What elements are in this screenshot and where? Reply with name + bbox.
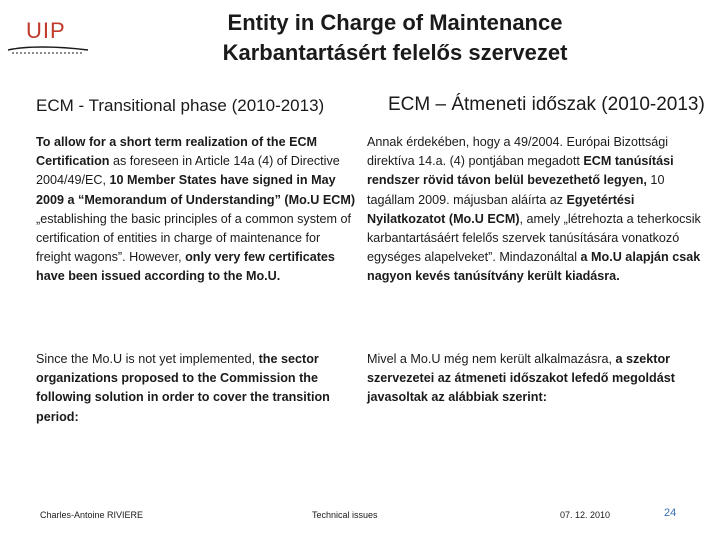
right-paragraph-1 <box>367 133 707 287</box>
left-p1-text-1: as foreseen in Article 14a (4) of Directive 2004/49/EC, <box>36 154 340 188</box>
right-paragraph-2 <box>367 350 707 408</box>
left-p2-text-1: Since the Mo.U is not yet implemented, <box>36 352 259 366</box>
title-line-english: Entity in Charge of Maintenance <box>227 10 563 35</box>
left-p2-bold-1: the sector organizations proposed to the Commission the following solution in order to cover the transition period: <box>36 352 330 424</box>
logo-rail-icon <box>6 44 90 56</box>
right-p2-text-1: Mivel a Mo.U még nem került alkalmazásra, <box>367 352 616 366</box>
right-p1-text-1: Annak érdekében, hogy a 49/2004. Európai Bizottsági direktíva 14.a. (4) pontjában megadott <box>367 135 669 169</box>
right-p1-bold-3: a Mo.U alapján csak nagyon kevés tanúsítvány került kiadásra. <box>367 250 701 284</box>
left-paragraph-2 <box>36 350 356 427</box>
footer-topic: Technical issues <box>312 510 378 520</box>
right-p1-text-3: , amely „létrehozta a teherkocsik karbantartásáért felelős szervek tanúsítására vonatkozó egységes alapelveket”. Mindazonáltal <box>367 211 701 265</box>
right-p1-bold-1: ECM tanúsítási rendszer rövid távon belül bevezethető legyen, <box>367 154 674 188</box>
page-number: 24 <box>664 507 677 519</box>
uip-logo <box>6 8 90 52</box>
left-p1-bold-1: To allow for a short term realization of the ECM Certification <box>36 135 318 169</box>
left-p1-text-2: „establishing the basic principles of a common system of certification of entities in charge of maintenance for freight wagons”. However, <box>36 211 351 265</box>
left-p1-bold-2: 10 Member States have signed in May 2009 a “Memorandum of Understanding” (Mo.U ECM) <box>36 173 356 207</box>
footer-date: 07. 12. 2010 <box>560 510 611 520</box>
left-heading: ECM - Transitional phase (2010-2013) <box>36 96 325 115</box>
right-p1-bold-2: Egyetértési Nyilatkozatot (Mo.U ECM) <box>367 192 635 226</box>
right-p2-bold-1: a szektor szervezetei az átmeneti időszakot lefedő megoldást javasoltak az alábbiak szerint: <box>367 352 675 405</box>
left-paragraph-1 <box>36 133 356 287</box>
title-line-hungarian: Karbantartásért felelős szervezet <box>222 40 568 65</box>
left-p1-bold-3: only very few certificates have been issued according to the Mo.U. <box>36 250 335 284</box>
footer-author: Charles-Antoine RIVIERE <box>40 510 144 520</box>
right-heading: ECM – Átmeneti időszak (2010-2013) <box>388 94 705 115</box>
logo-text: UIP <box>26 18 66 43</box>
right-p1-text-2: 10 tagállam 2009. májusban aláírta az <box>367 173 665 207</box>
slide-title <box>150 8 640 68</box>
